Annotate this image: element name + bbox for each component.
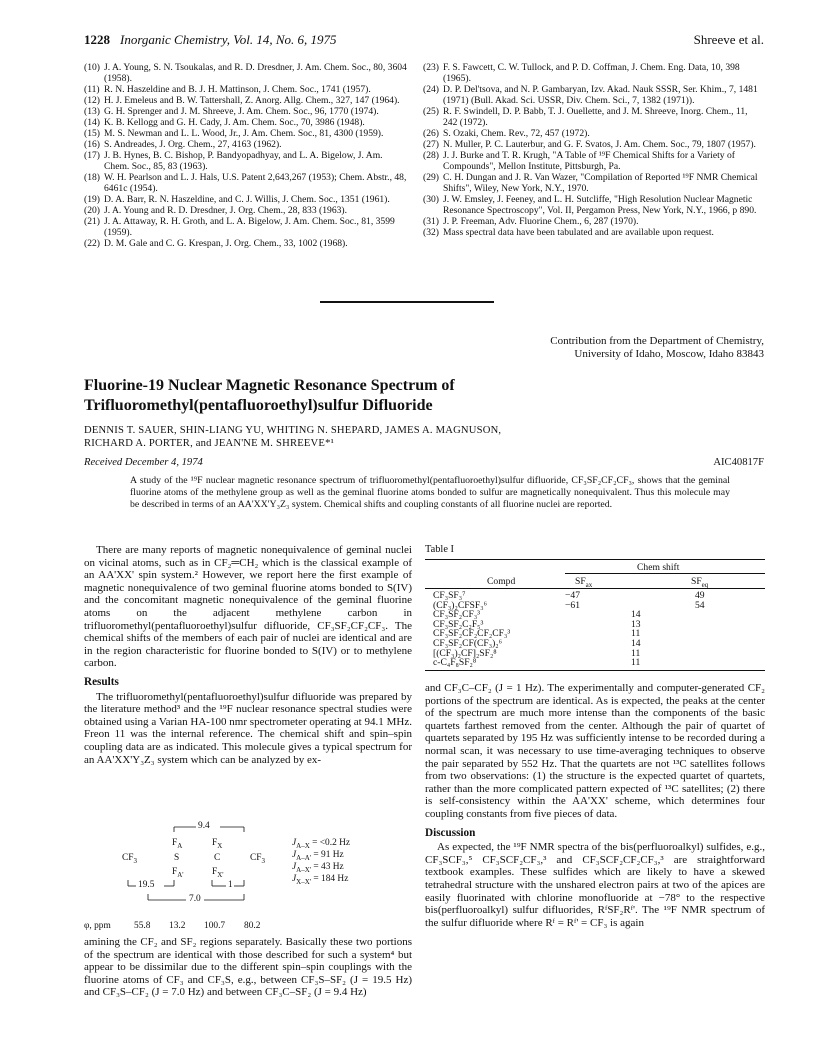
reference-number: (22) <box>84 238 100 249</box>
reference-text: D. A. Barr, R. N. Haszeldine, and C. J. Willis, J. Chem. Soc., 1351 (1961). <box>104 194 390 205</box>
received-date: Received December 4, 1974 <box>84 457 203 468</box>
table-cell-compd: CF₃SF₂C₂F₅³ <box>433 618 484 630</box>
reference-text: J. A. Attaway, R. H. Groth, and L. A. Bigelow, J. Am. Chem. Soc., 81, 3599 (1959). <box>104 216 395 238</box>
header-group-label: Chem shift <box>637 562 680 573</box>
table-cell-shift: 14 <box>631 637 641 649</box>
table-row <box>425 649 765 659</box>
table-cell-compd: CF₃SF₂CF₂CF₂CF₃³ <box>433 628 511 640</box>
coupling-constant: $J_{A-X} = <0.2$ Hz <box>292 838 351 850</box>
reference-text: K. B. Kellogg and G. H. Cady, J. Am. Chem. Soc., 70, 3986 (1948). <box>104 117 365 128</box>
running-authors: Shreeve et al. <box>693 32 764 47</box>
right-column <box>425 682 765 929</box>
table-cell-shift: 11 <box>631 647 641 659</box>
diagram-brackets <box>92 820 402 918</box>
reference-text: M. S. Newman and L. L. Wood, Jr., J. Am. Chem. Soc., 81, 4300 (1959). <box>104 128 384 139</box>
contribution-affiliation <box>424 335 764 361</box>
reference-item <box>423 194 763 216</box>
page-number: 1228 <box>84 32 110 47</box>
table-cell-compd: [(CF₃)₂CF]₂SF₂⁸ <box>433 647 497 659</box>
reference-text: J. A. Young and R. D. Dresdner, J. Org. Chem., 28, 833 (1963). <box>104 205 348 216</box>
reference-text: J. W. Emsley, J. Feeney, and L. H. Sutcliffe, "High Resolution Nuclear Magnetic Resonance Spectroscopy", Vol. II, Pergamon Press, New York, N.Y., 1966, p 890. <box>443 194 757 216</box>
table-cell-shift: 13 <box>631 618 641 630</box>
reference-item <box>423 227 763 238</box>
reference-number: (20) <box>84 205 100 216</box>
j-value-label: 9.4 <box>198 821 210 831</box>
reference-item <box>423 216 763 227</box>
reference-item <box>84 62 409 84</box>
title-line: Trifluoromethyl(pentafluoroethyl)sulfur Difluoride <box>84 397 433 414</box>
table-cell-compd: CF₃SF₂CF(CF₃)₂⁶ <box>433 637 502 649</box>
reference-number: (12) <box>84 95 100 106</box>
reference-item <box>84 128 409 139</box>
coupling-diagram <box>92 820 402 918</box>
j-value-label: 7.0 <box>189 894 201 904</box>
atom-label: C <box>214 853 221 863</box>
reference-item <box>423 84 763 106</box>
column-header-sfax: $SF_{ax}$ <box>575 576 593 589</box>
reference-number: (16) <box>84 139 100 150</box>
reference-number: (29) <box>423 172 439 183</box>
title-line: Fluorine-19 Nuclear Magnetic Resonance Spectrum of <box>84 377 455 394</box>
reference-number: (32) <box>423 227 439 238</box>
reference-item <box>84 172 409 194</box>
reference-item <box>423 150 763 172</box>
reference-text: J. B. Hynes, B. C. Bishop, P. Bandyopadhyay, and L. A. Bigelow, J. Am. Chem. Soc., 85, 83 (1963). <box>104 150 383 172</box>
reference-number: (28) <box>423 150 439 161</box>
reference-number: (13) <box>84 106 100 117</box>
j-value-label: 19.5 <box>138 880 155 890</box>
reference-item <box>84 95 409 106</box>
section-divider <box>320 301 494 303</box>
table-cell-compd: (CF₃)₂CFSF₃⁶ <box>433 599 487 611</box>
table-cell-sfeq: 54 <box>695 599 705 611</box>
reference-text: J. A. Young, S. N. Tsoukalas, and R. D. Dresdner, J. Am. Chem. Soc., 80, 3604 (1958). <box>104 62 407 84</box>
reference-number: (15) <box>84 128 100 139</box>
reference-item <box>423 106 763 128</box>
references-right <box>423 62 763 238</box>
references-left <box>84 62 409 249</box>
reference-text: R. N. Haszeldine and B. J. H. Mattinson, J. Chem. Soc., 1741 (1957). <box>104 84 371 95</box>
author-list <box>84 424 684 450</box>
results-heading: Results <box>84 675 119 688</box>
reference-number: (25) <box>423 106 439 117</box>
reference-text: R. F. Swindell, D. P. Babb, T. J. Ouellette, and J. M. Shreeve, Inorg. Chem., 11, 242 (1972). <box>443 106 748 128</box>
table-cell-shift: 14 <box>631 609 641 621</box>
discussion-paragraph: As expected, the ¹⁹F NMR spectra of the bis(perfluoroalkyl) sulfides, e.g., CF₃SCF₃,⁵ CF₃SCF₂CF₃,³ and CF₃SCF₂CF₂CF₃,³ are straightforward textbook examples. These sulfides which are likely to have a skewed tetrahedral structure with the unshared electron pairs at two of the apices are easily fluorinated with chlorine monofluoride at −78° to the respective bis(perfluoroalkyl) sulfur difluorides, RᶠSF₂Rᶠ'. The ¹⁹F NMR spectrum of the sulfur difluoride where Rᶠ = Rᶠ' = CF₃ is again <box>425 841 765 929</box>
continuation-paragraph: amining the CF₂ and SF₂ regions separately. Basically these two portions of the spectrum are identical with those described for such a system⁴ but appear to be dissimilar due to the different spin–spin couplings with the fluorine atoms of CF₃ and CF₃S, e.g., between CF₃S–SF₂ (J = 19.5 Hz) and CF₃S–CF₂ (J = 7.0 Hz) and between CF₃C–SF₂ (J = 9.4 Hz) <box>84 936 412 999</box>
running-header <box>84 32 764 52</box>
intro-paragraph: There are many reports of magnetic nonequivalence of geminal nuclei on vicinal atoms, such as in CF₂═CH₂ which is the classical example of an AA'XX' spin system.² However, we report here the first example of magnetic nonequivalence of two geminal fluorine atoms bonded to S(IV) and the concomitant magnetic nonequivalence of the geminal fluorine atoms on the adjacent methylene carbon in trifluoromethyl(pentafluoroethyl)sulfur difluoride, CF₃SF₂CF₂CF₃. The chemical shifts of the members of each pair of nuclei are identical and are in the region characteristic for fluorine bonded to S(IV) or to methylene carbon. <box>84 544 412 670</box>
atom-label: $F_{A'}$ <box>172 867 184 879</box>
reference-item <box>84 117 409 128</box>
contribution-line: University of Idaho, Moscow, Idaho 83843 <box>574 348 764 360</box>
reference-item <box>84 106 409 117</box>
author-line: RICHARD A. PORTER, and JEAN'NE M. SHREEVE*¹ <box>84 438 334 449</box>
left-column <box>84 544 412 766</box>
reference-text: W. H. Pearlson and L. J. Hals, U.S. Patent 2,643,267 (1953); Chem. Abstr., 48, 6461c (1954). <box>104 172 407 194</box>
reference-item <box>84 139 409 150</box>
reference-number: (31) <box>423 216 439 227</box>
reference-number: (27) <box>423 139 439 150</box>
coupling-constant: $J_{A-X'} = 43$ Hz <box>292 862 344 874</box>
reference-item <box>423 172 763 194</box>
right-paragraph: and CF₃C–CF₂ (J = 1 Hz). The experimentally and computer-generated CF₂ portions of the spectrum are identical. As is expected, the peaks at the center of the spectrum are much more intense than the components of the basic quartets farthest removed from the center. Although the pair of quartet of quartets separated by 195 Hz was sufficiently intense to be recorded during a normal scan, it was necessary to use time-averaging techniques to observe the pair separated by 552 Hz. That the quartets are not ¹³C satellites follows from two observations: (1) the structure is the expected quartet of quartets, rather than the more complicated pattern expected of ¹³C satellites; (2) there is self-consistency within the AA'XX' scheme, which determines four coupling constants from five pieces of data. <box>425 682 765 820</box>
reference-item <box>84 216 409 238</box>
ppm-label: φ, ppm <box>84 921 111 931</box>
table-cell-compd: CF₃SF₂CF₃³ <box>433 609 481 621</box>
reference-text: D. P. Del'tsova, and N. P. Gambaryan, Izv. Akad. Nauk SSSR, Ser. Khim., 7, 1481 (1971) (Bull. Akad. Sci. USSR, Div. Chem. Sci., 7, 1382 (1971)). <box>443 84 758 106</box>
reference-number: (19) <box>84 194 100 205</box>
reference-text: D. M. Gale and C. G. Krespan, J. Org. Chem., 33, 1002 (1968). <box>104 238 348 249</box>
table-cell-sfeq: 49 <box>695 590 705 601</box>
abstract: A study of the ¹⁹F nuclear magnetic resonance spectrum of trifluoromethyl(pentafluoroethyl)sulfur difluoride, CF₃SF₂CF₂CF₃, shows that the geminal fluorine atoms of the methylene group as well as the geminal fluorine atoms bonded to sulfur are magnetically nonequivalent. Thus this molecule may be described in terms of an AA'XX'Y₃Z₃ system. Chemical shifts and coupling constants of all fluorine nuclei are reported. <box>130 475 730 510</box>
coupling-constant: $J_{X-X'} = 184$ Hz <box>292 874 349 886</box>
coupling-constant: $J_{A-A'} = 91$ Hz <box>292 850 344 862</box>
reference-number: (21) <box>84 216 100 227</box>
reference-number: (14) <box>84 117 100 128</box>
table-row <box>425 658 765 668</box>
contribution-line: Contribution from the Department of Chemistry, <box>550 335 764 347</box>
table-cell-shift: 11 <box>631 657 641 669</box>
reference-item <box>423 139 763 150</box>
reference-item <box>84 150 409 172</box>
table-cell-compd: CF₃SF₃⁷ <box>433 590 466 601</box>
reference-text: F. S. Fawcett, C. W. Tullock, and P. D. Coffman, J. Chem. Eng. Data, 10, 398 (1965). <box>443 62 740 84</box>
reference-number: (18) <box>84 172 100 183</box>
atom-label: $F_A$ <box>172 838 183 850</box>
ppm-value: 13.2 <box>169 921 186 931</box>
reference-number: (17) <box>84 150 100 161</box>
reference-number: (10) <box>84 62 100 73</box>
table-rule <box>425 670 765 671</box>
reference-number: (30) <box>423 194 439 205</box>
column-header-sfeq: $SF_{eq}$ <box>691 576 709 589</box>
reference-number: (24) <box>423 84 439 95</box>
reference-item <box>84 238 409 249</box>
reference-item <box>423 128 763 139</box>
reference-item <box>84 84 409 95</box>
table-cell-shift: 11 <box>631 628 641 640</box>
reference-text: S. Ozaki, Chem. Rev., 72, 457 (1972). <box>443 128 590 139</box>
reference-text: J. J. Burke and T. R. Krugh, "A Table of ¹⁹F Chemical Shifts for a Variety of Compounds", Mellon Institute, Pittsburgh, Pa. <box>443 150 735 172</box>
reference-text: J. P. Freeman, Adv. Fluorine Chem., 6, 287 (1970). <box>443 216 639 227</box>
manuscript-code: AIC40817F <box>713 457 764 468</box>
table-i <box>425 544 765 671</box>
table-header-group <box>425 560 765 573</box>
reference-text: Mass spectral data have been tabulated and are available upon request. <box>443 227 714 238</box>
results-paragraph: The trifluoromethyl(pentafluoroethyl)sulfur difluoride was prepared by the literature method³ and the ¹⁹F nuclear resonance spectral studies were obtained using a Varian HA-100 nmr spectrometer operating at 94.1 MHz. Freon 11 was the internal reference. The chemical shift and spin–spin coupling data are as indicated. This molecule gives a typical spectrum for an AA'XX'Y₃Z₃ system which can be analyzed by ex- <box>84 690 412 766</box>
ppm-value: 100.7 <box>204 921 226 931</box>
atom-label: $CF_3$ <box>250 853 265 865</box>
j-value-label: 1 <box>228 880 233 890</box>
reference-item <box>423 62 763 84</box>
reference-number: (23) <box>423 62 439 73</box>
reference-number: (11) <box>84 84 100 95</box>
atom-label: $CF_3$ <box>122 853 137 865</box>
atom-label: $F_{X'}$ <box>212 867 224 879</box>
left-column-continuation <box>84 936 412 999</box>
atom-label: S <box>174 853 180 863</box>
discussion-heading: Discussion <box>425 826 476 839</box>
reference-text: C. H. Dungan and J. R. Van Wazer, "Compilation of Reported ¹⁹F NMR Chemical Shifts", Wiley, New York, N.Y., 1970. <box>443 172 758 194</box>
table-header-row <box>425 574 765 588</box>
reference-number: (26) <box>423 128 439 139</box>
reference-text: G. H. Sprenger and J. M. Shreeve, J. Am. Chem. Soc., 96, 1770 (1974). <box>104 106 379 117</box>
atom-label: $F_X$ <box>212 838 223 850</box>
author-line: DENNIS T. SAUER, SHIN-LIANG YU, WHITING N. SHEPARD, JAMES A. MAGNUSON, <box>84 425 502 436</box>
table-title: Table I <box>425 544 454 555</box>
reference-text: N. Muller, P. C. Lauterbur, and G. F. Svatos, J. Am. Chem. Soc., 79, 1807 (1957). <box>443 139 756 150</box>
article-title <box>84 376 704 416</box>
ppm-value: 55.8 <box>134 921 151 931</box>
table-body <box>425 589 765 668</box>
table-cell-compd: c-C₄F₈SF₂⁸ <box>433 657 477 669</box>
table-cell-sfax: −47 <box>565 590 581 601</box>
table-cell-sfax: −61 <box>565 599 581 611</box>
reference-text: S. Andreades, J. Org. Chem., 27, 4163 (1962). <box>104 139 282 150</box>
ppm-value: 80.2 <box>244 921 261 931</box>
reference-item <box>84 205 409 216</box>
reference-item <box>84 194 409 205</box>
journal-title: Inorganic Chemistry, Vol. 14, No. 6, 1975 <box>120 32 337 47</box>
column-header-compd: Compd <box>487 576 516 587</box>
reference-text: H. J. Emeleus and B. W. Tattershall, Z. Anorg. Allg. Chem., 327, 147 (1964). <box>104 95 400 106</box>
